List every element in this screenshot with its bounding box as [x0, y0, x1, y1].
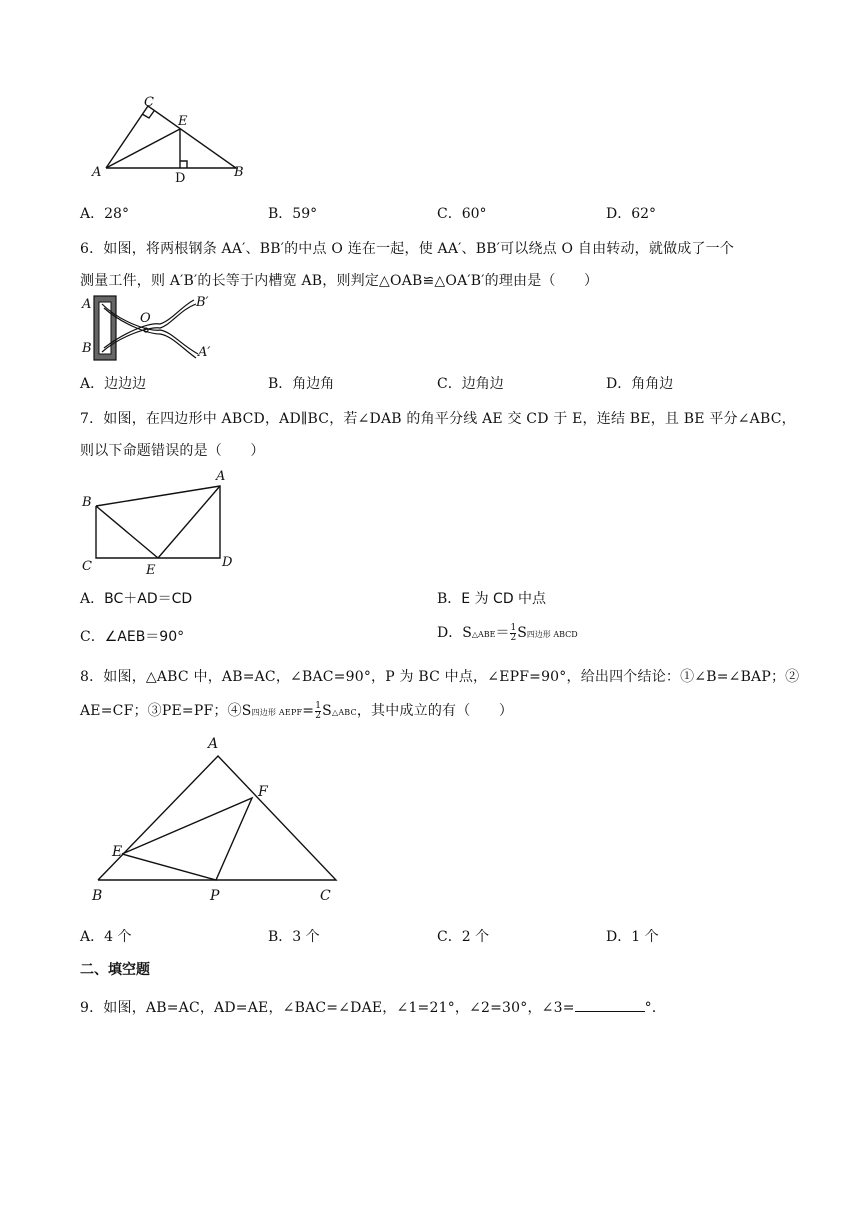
- q7-label-e: E: [146, 563, 156, 578]
- q6-option-a-text: 边边边: [104, 376, 147, 392]
- q9-stem: 9．如图，AB=AC，AD=AE，∠BAC=∠DAE，∠1=21°，∠2=30°，∠3= °．: [80, 1000, 667, 1016]
- q6-figure: [80, 292, 220, 364]
- q5-option-d-text: 62°: [631, 206, 657, 222]
- q7-stem-line-1: 7．如图，在四边形中 ABCD，AD∥BC，若∠DAB 的角平分线 AE 交 CD 于 E，连结 BE，且 BE 平分∠ABC，: [80, 411, 796, 427]
- q5-label-b: B: [234, 165, 244, 180]
- q6-stem-line-2: 测量工件，则 A′B′的长等于内槽宽 AB，则判定△OAB≌△OA′B′的理由是（ ）: [80, 273, 599, 289]
- q6-stem-line-1: 6．如图，将两根钢条 AA′、BB′的中点 O 连在一起，使 AA′、BB′可以绕点 O 自由转动，就做成了一个: [80, 241, 735, 257]
- q7-option-a-text: BC＋AD＝CD: [104, 591, 193, 607]
- q8-option-b-text: 3 个: [292, 929, 320, 945]
- q8-triangle-abc: [98, 756, 336, 880]
- q5-segment-ae: [106, 129, 180, 168]
- q5-right-angle-d: [180, 161, 187, 168]
- q8-label-c: C: [320, 888, 331, 904]
- q8-stem-line-2: AE=CF；③PE=PF；④S四边形 AEPF= $\frac{1}{2}$ S△ABC，其中成立的有（ ）: [80, 700, 514, 721]
- q5-option-a-text: 28°: [104, 206, 129, 222]
- q6-option-a: A．边边边: [80, 376, 147, 392]
- q5-option-b-text: 59°: [292, 206, 318, 222]
- q5-option-c: C．60°: [437, 206, 487, 222]
- q8-option-c-text: 2 个: [461, 929, 490, 945]
- q8-figure: [84, 734, 344, 906]
- q7-figure: [80, 466, 240, 578]
- q5-label-a: A: [92, 165, 102, 180]
- q6-label-b-prime: B′: [196, 295, 209, 310]
- q6-label-a: A: [82, 297, 92, 312]
- q8-triangle-epf: [122, 798, 252, 880]
- q9-answer-blank[interactable]: [575, 1011, 645, 1012]
- q7-option-c-text: ∠AEB＝90°: [104, 629, 185, 645]
- q8-option-a: A．4 个: [80, 929, 132, 945]
- q5-option-b: B．59°: [268, 206, 318, 222]
- q5-option-d: D．62°: [606, 206, 657, 222]
- q8-option-d: D．1 个: [606, 929, 659, 945]
- q7-option-b-text: E 为 CD 中点: [461, 591, 547, 607]
- q6-label-a-prime: A′: [198, 345, 211, 360]
- q7-option-d-fraction: $\frac{1}{2}$: [510, 622, 517, 643]
- q7-segment-ae: [158, 486, 220, 558]
- q5-option-a: A．28°: [80, 206, 129, 222]
- section-title-fill-in: 二、填空题: [80, 962, 150, 978]
- q8-label-a: A: [208, 736, 219, 752]
- q8-option-a-text: 4 个: [104, 929, 132, 945]
- q5-option-c-text: 60°: [461, 206, 487, 222]
- q7-option-c: C．∠AEB＝90°: [80, 629, 185, 645]
- q8-option-c: C．2 个: [437, 929, 490, 945]
- q7-option-a: A．BC＋AD＝CD: [80, 591, 193, 607]
- q8-label-b: B: [92, 888, 103, 904]
- q6-option-b-text: 角边角: [292, 376, 335, 392]
- q7-label-b: B: [82, 495, 92, 510]
- q8-label-e: E: [112, 844, 123, 860]
- q6-option-d-text: 角角边: [631, 376, 674, 392]
- q8-option-b: B．3 个: [268, 929, 320, 945]
- q6-option-c: C．边角边: [437, 376, 504, 392]
- q7-option-d: D．S△ABE＝ $\frac{1}{2}$ S四边形 ABCD: [437, 622, 578, 643]
- q8-stem-line-1: 8．如图，△ABC 中，AB=AC，∠BAC=90°，P 为 BC 中点，∠EPF=90°，给出四个结论：①∠B=∠BAP；②: [80, 669, 800, 685]
- q5-label-d: D: [175, 171, 186, 184]
- q6-option-c-text: 边角边: [461, 376, 504, 392]
- q5-triangle: [106, 106, 236, 168]
- q6-label-o: O: [140, 311, 151, 326]
- q6-label-b: B: [82, 341, 92, 356]
- q7-stem-line-2: 则以下命题错误的是（ ）: [80, 443, 265, 459]
- q7-segment-be: [96, 506, 158, 558]
- q7-label-d: D: [222, 555, 233, 570]
- q5-label-e: E: [178, 114, 188, 129]
- q7-label-a: A: [216, 469, 226, 484]
- q5-figure: [88, 92, 258, 184]
- q6-option-b: B．角边角: [268, 376, 335, 392]
- q8-option-d-text: 1 个: [631, 929, 659, 945]
- q5-label-c: C: [144, 95, 154, 110]
- q8-label-f: F: [258, 784, 268, 800]
- q7-option-b: B．E 为 CD 中点: [437, 591, 547, 607]
- q8-label-p: P: [210, 888, 220, 904]
- q7-label-c: C: [82, 559, 92, 574]
- q6-option-d: D．角角边: [606, 376, 674, 392]
